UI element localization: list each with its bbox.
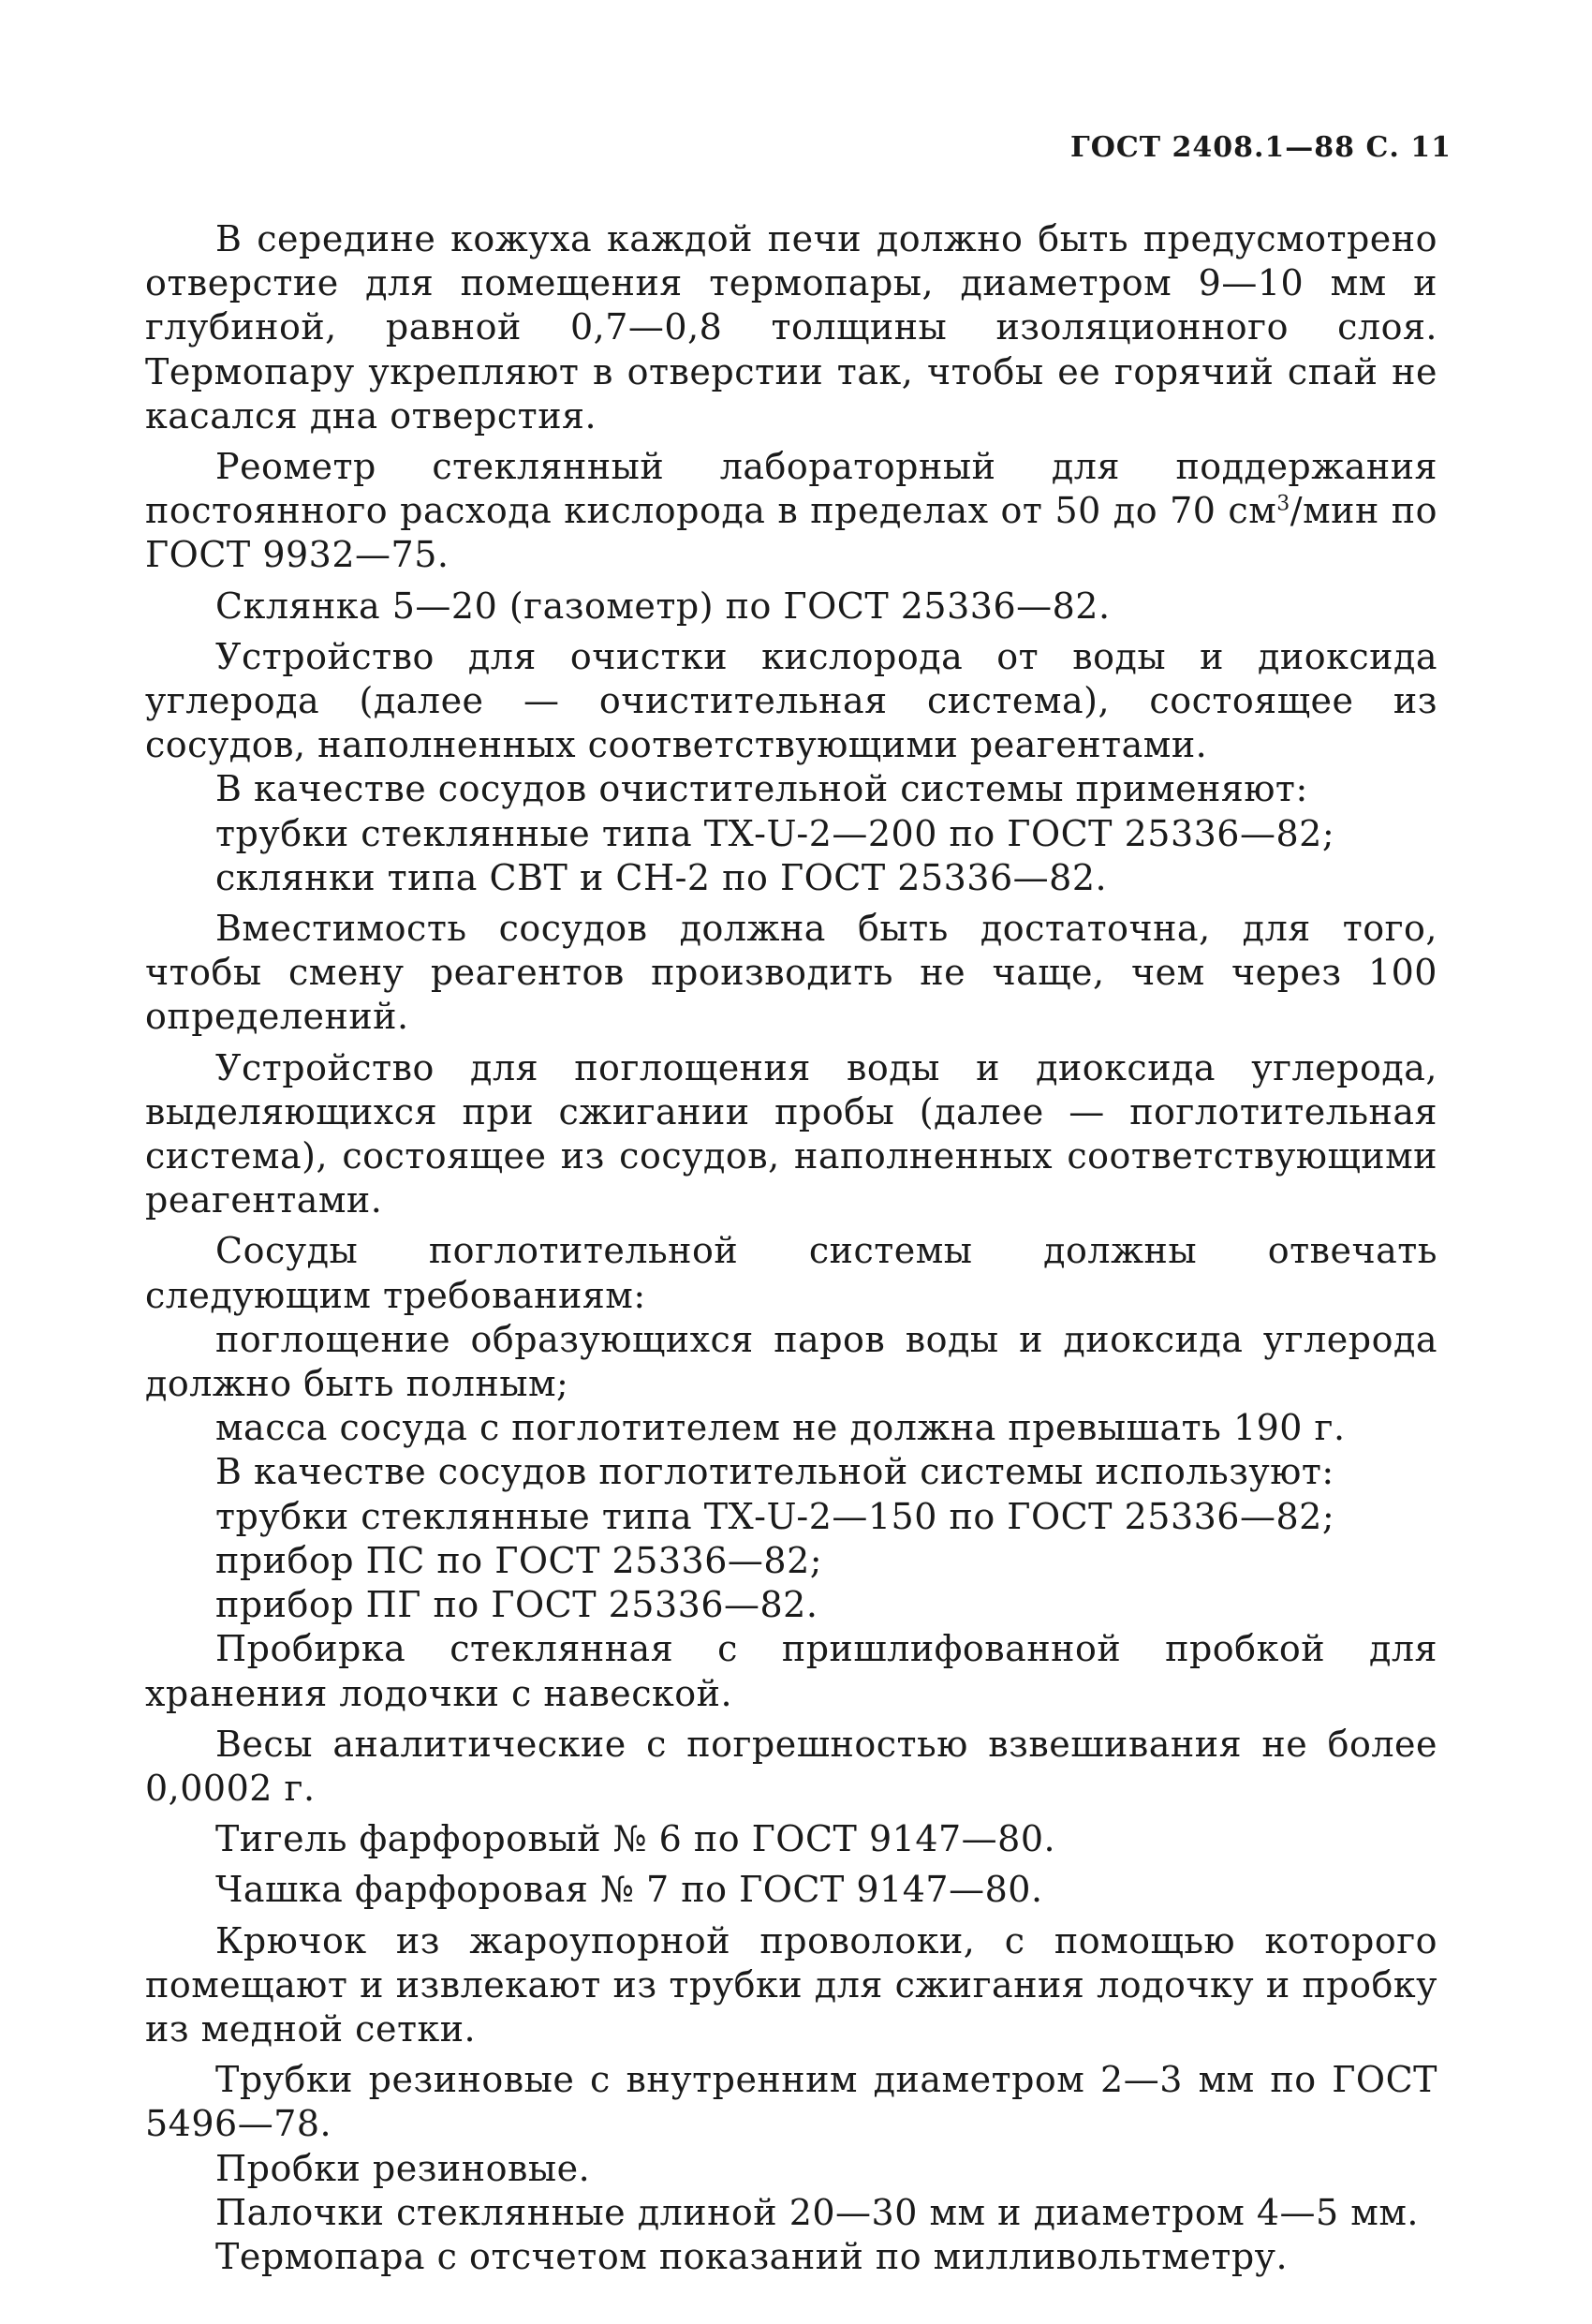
paragraph: трубки стеклянные типа ТХ-U-2—200 по ГОСТ 25336—82; — [215, 812, 1335, 854]
paragraph: Устройство для поглощения воды и диоксида углерода, выделяющихся при сжигании пробы (далее — поглотительная система), состоящее из сосудов, наполненных соответствующими реагентами. — [145, 1046, 1437, 1221]
paragraph: Пробирка стеклянная с пришлифованной пробкой для хранения лодочки с навеской. — [145, 1628, 1437, 1714]
paragraph: В качестве сосудов поглотительной системы используют: — [215, 1451, 1334, 1493]
paragraph: В качестве сосудов очистительной системы применяют: — [215, 768, 1308, 810]
paragraph: Весы аналитические с погрешностью взвешивания не более 0,0002 г. — [145, 1723, 1437, 1809]
paragraph: Трубки резиновые с внутренним диаметром 2—3 мм по ГОСТ 5496—78. — [145, 2059, 1437, 2145]
text-run: /мин по ГОСТ 9932—75. — [145, 490, 1437, 576]
paragraph: Вместимость сосудов должна быть достаточна, для того, чтобы смену реагентов производить не чаще, чем через 100 определений. — [145, 908, 1437, 1038]
paragraph: Палочки стеклянные длиной 20—30 мм и диаметром 4—5 мм. — [215, 2191, 1419, 2233]
paragraph: масса сосуда с поглотителем не должна превышать 190 г. — [215, 1407, 1346, 1449]
paragraph: поглощение образующихся паров воды и диоксида углерода должно быть полным; — [145, 1318, 1437, 1405]
paragraph: Чашка фарфоровая № 7 по ГОСТ 9147—80. — [215, 1869, 1043, 1911]
paragraph: Склянка 5—20 (газометр) по ГОСТ 25336—82. — [215, 585, 1111, 627]
text-run: Реометр стеклянный лабораторный для поддержания постоянного расхода кислорода в пределах от 50 до 70 см — [145, 446, 1437, 532]
paragraph: Пробки резиновые. — [215, 2147, 591, 2189]
superscript: 3 — [1276, 492, 1290, 516]
paragraph: Термопара с отсчетом показаний по милливольтметру. — [215, 2235, 1289, 2277]
paragraph: прибор ПГ по ГОСТ 25336—82. — [215, 1584, 818, 1626]
paragraph: прибор ПС по ГОСТ 25336—82; — [215, 1539, 823, 1581]
paragraph: В середине кожуха каждой печи должно быть предусмотрено отверстие для помещения термопары, диаметром 9—10 мм и глубиной, равной 0,7—0,8 толщины изоляционного слоя. Термопару укрепляют в отверстии так, чтобы ее горячий спай не касался дна отверстия. — [145, 218, 1437, 437]
paragraph — [145, 445, 1437, 578]
running-header: ГОСТ 2408.1—88 С. 11 — [1069, 131, 1452, 164]
paragraph: Тигель фарфоровый № 6 по ГОСТ 9147—80. — [215, 1818, 1056, 1860]
paragraph: Устройство для очистки кислорода от воды и диоксида углерода (далее — очистительная система), состоящее из сосудов, наполненных соответствующими реагентами. — [145, 635, 1437, 766]
paragraph: трубки стеклянные типа ТХ-U-2—150 по ГОСТ 25336—82; — [215, 1495, 1335, 1537]
paragraph: Крючок из жароупорной проволоки, с помощью которого помещают и извлекают из трубки для сжигания лодочку и пробку из медной сетки. — [145, 1919, 1437, 2050]
body-text — [145, 217, 1437, 2279]
paragraph: склянки типа СВТ и СН-2 по ГОСТ 25336—82. — [215, 856, 1108, 898]
paragraph: Сосуды поглотительной системы должны отвечать следующим требованиям: — [145, 1230, 1437, 1316]
